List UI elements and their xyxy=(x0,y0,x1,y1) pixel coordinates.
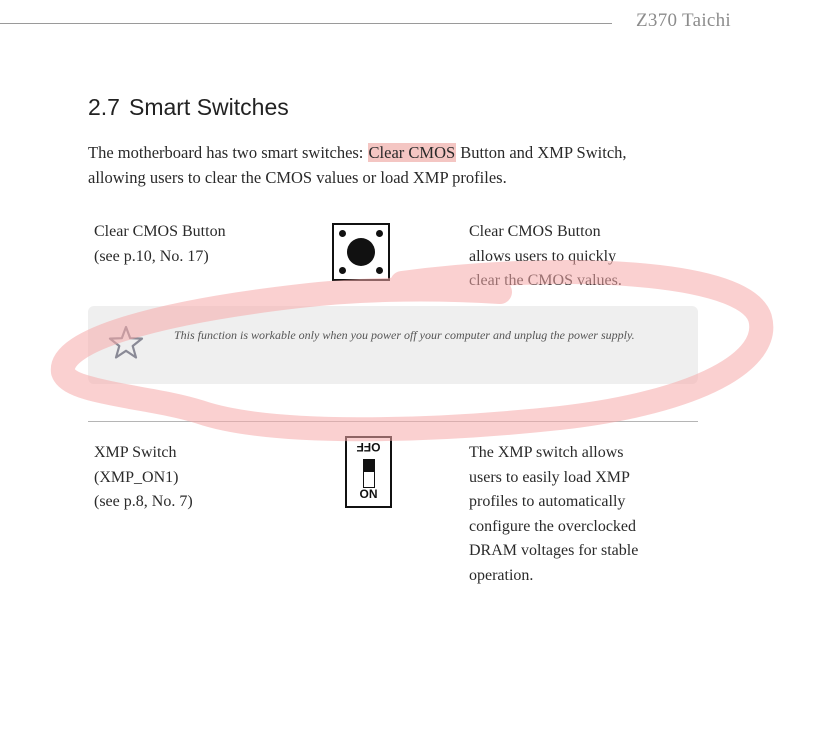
xmp-desc-line: profiles to automatically xyxy=(469,493,626,510)
intro-text-before: The motherboard has two smart switches: xyxy=(88,143,368,162)
note-text: This function is workable only when you power off your computer and unplug the power supply. xyxy=(174,328,635,342)
highlighted-text: Clear CMOS xyxy=(368,143,456,162)
section-divider xyxy=(88,421,698,422)
clear-cmos-label-line: Clear CMOS Button xyxy=(94,223,226,240)
switch-knob xyxy=(364,460,374,472)
xmp-label-ref: (see p.8, No. 7) xyxy=(94,493,193,510)
xmp-desc-line: configure the overclocked xyxy=(469,517,637,535)
clear-cmos-desc-line: allows users to quickly xyxy=(469,247,617,265)
star-icon xyxy=(106,323,146,363)
section-heading xyxy=(88,94,289,121)
push-button-icon xyxy=(332,223,390,281)
dip-switch-icon xyxy=(345,436,392,508)
xmp-label-header: (XMP_ON1) xyxy=(94,468,179,486)
switch-on-label: ON xyxy=(359,487,378,501)
header-rule xyxy=(0,23,612,24)
clear-cmos-label xyxy=(94,220,226,269)
intro-paragraph xyxy=(88,140,668,190)
xmp-desc-line: operation. xyxy=(469,566,534,584)
xmp-desc-line: DRAM voltages for stable xyxy=(469,542,639,559)
xmp-label xyxy=(94,441,193,515)
intro-text-after: Button and XMP Switch, allowing users to clear the CMOS values or load XMP profiles. xyxy=(88,143,627,187)
clear-cmos-desc-line: clear the CMOS values. xyxy=(469,272,622,289)
switch-slot xyxy=(363,459,375,488)
clear-cmos-label-ref: (see p.10, No. 17) xyxy=(94,247,209,265)
note-box xyxy=(88,306,698,384)
xmp-description xyxy=(469,441,659,588)
xmp-desc-line: users to easily load XMP xyxy=(469,468,630,486)
clear-cmos-description xyxy=(469,220,659,294)
document-header-title: Z370 Taichi xyxy=(636,10,732,31)
section-number: 2.7 xyxy=(88,94,120,120)
xmp-desc-line: The XMP switch allows xyxy=(469,444,624,461)
clear-cmos-desc-line: Clear CMOS Button xyxy=(469,223,601,240)
switch-off-label: OFF xyxy=(356,440,381,454)
section-title-text: Smart Switches xyxy=(128,94,289,120)
xmp-label-line: XMP Switch xyxy=(94,444,177,461)
